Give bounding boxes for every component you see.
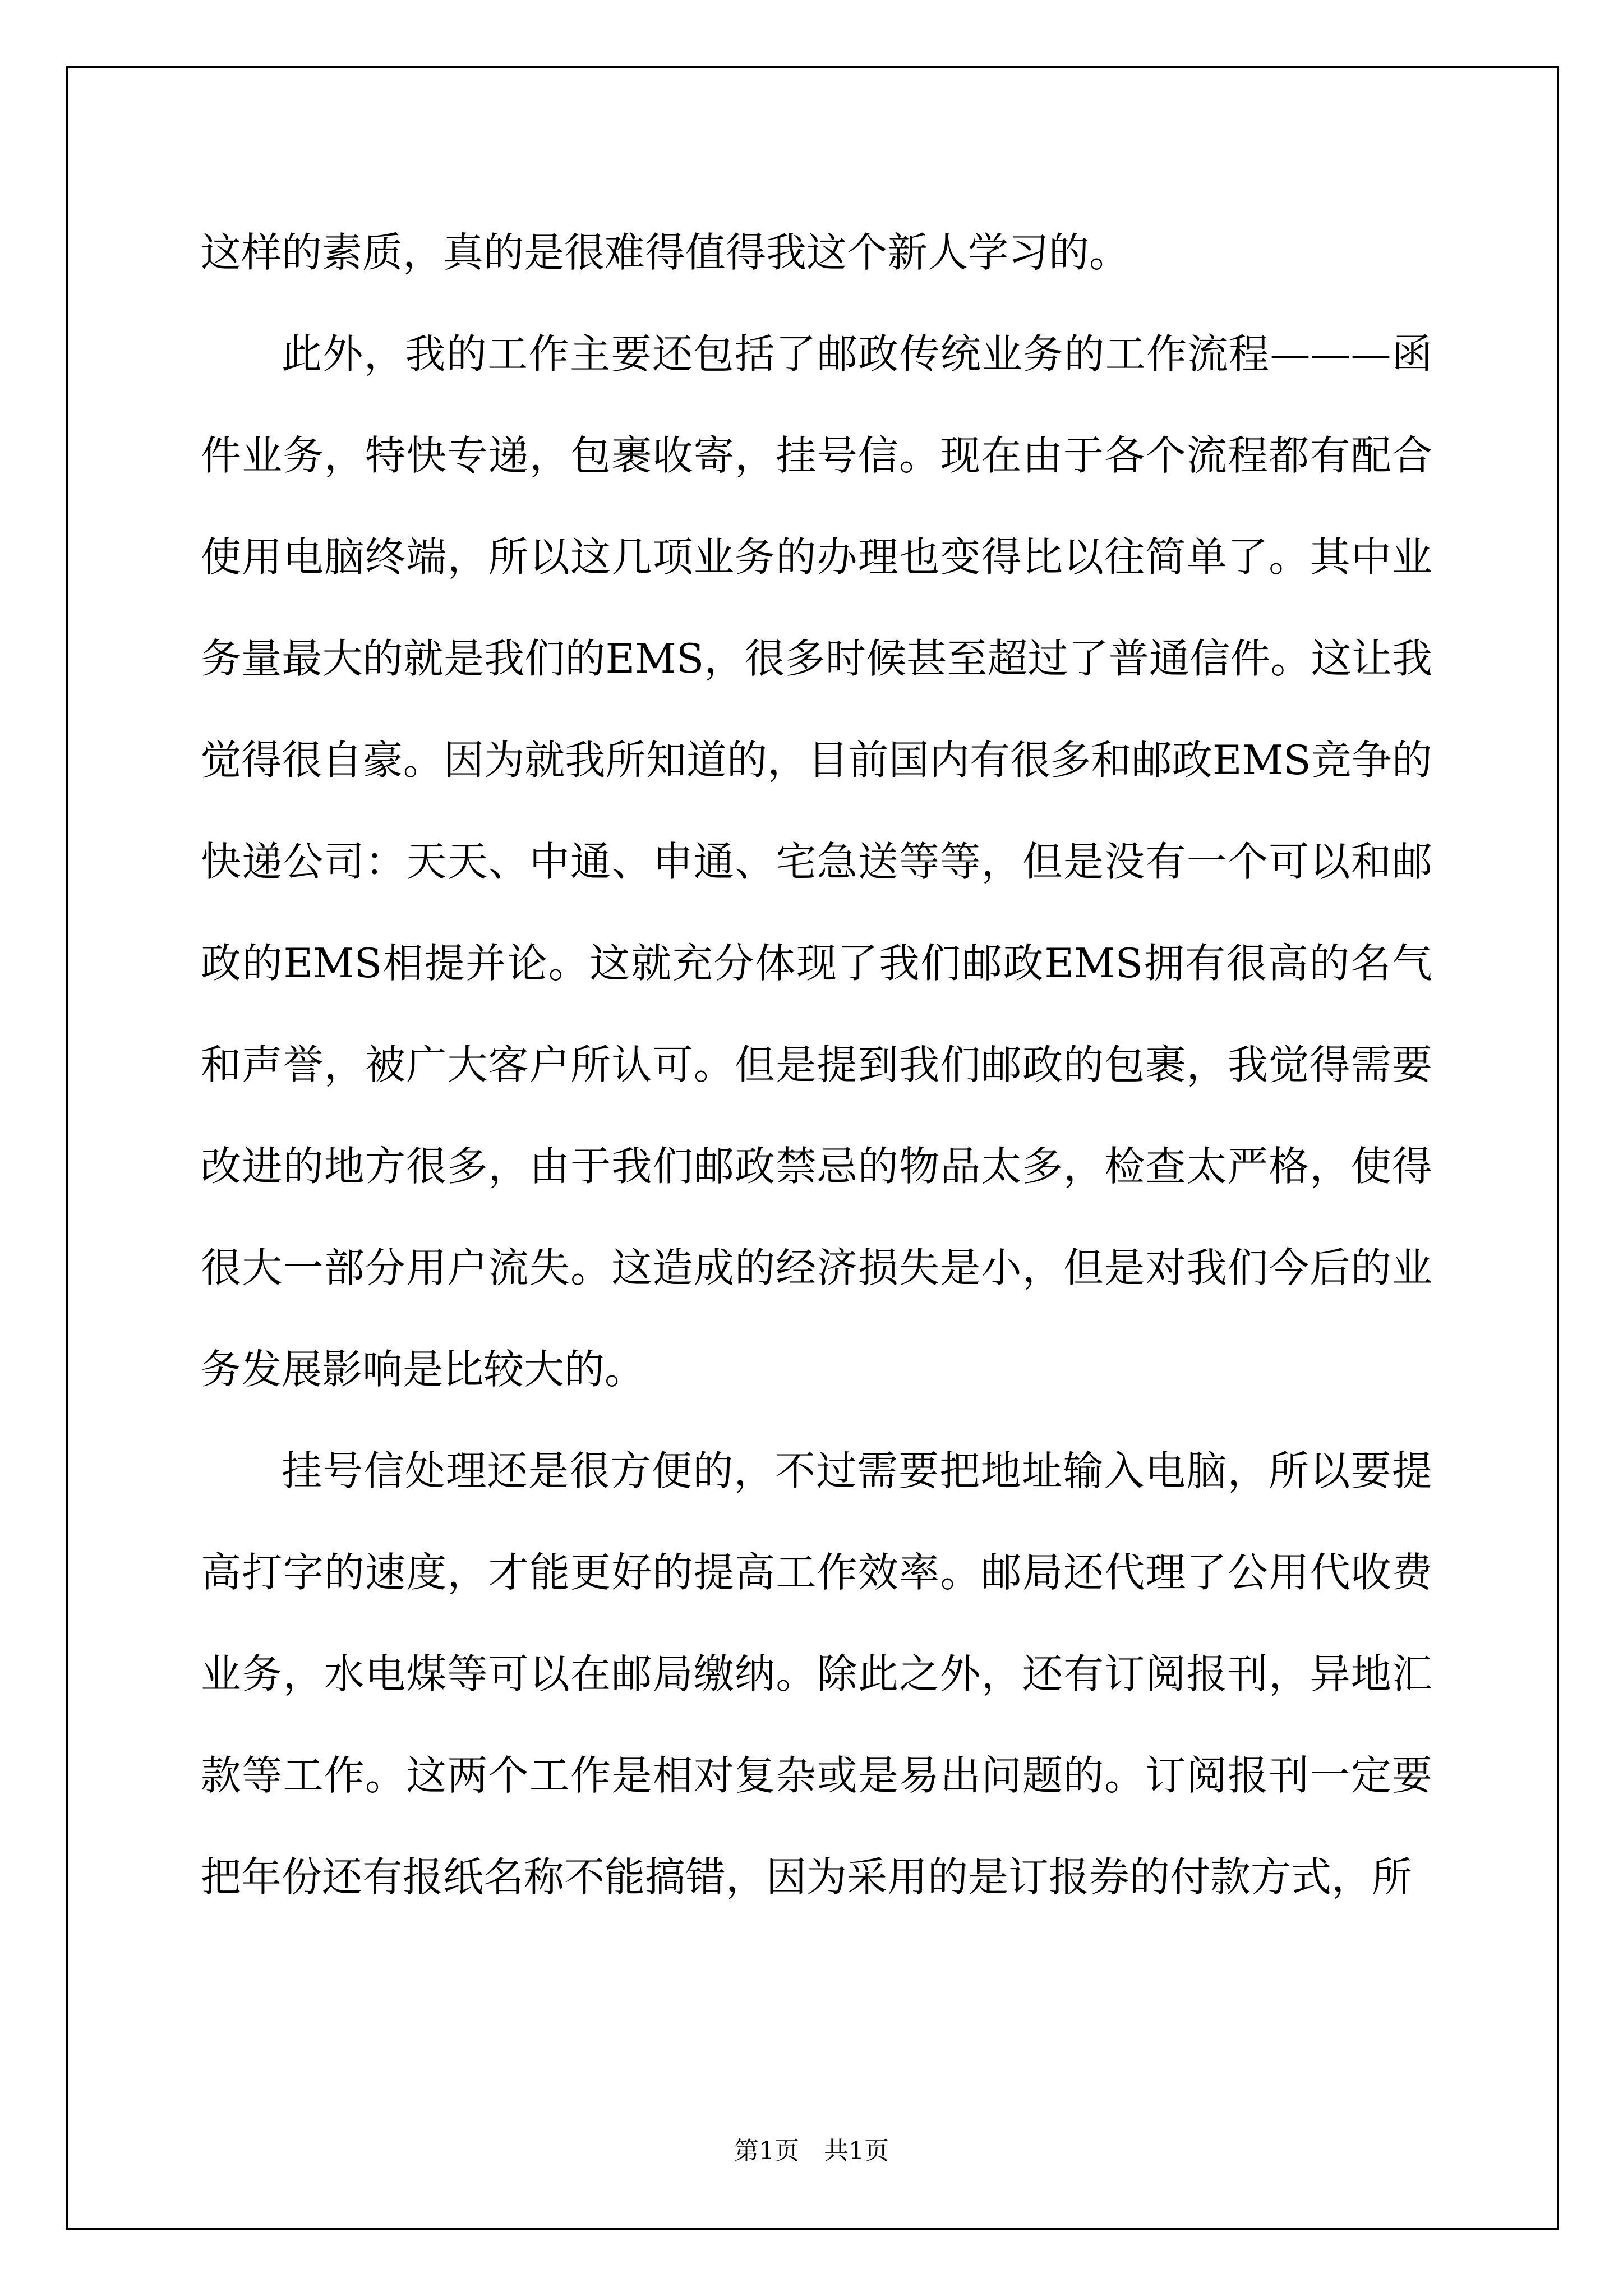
page-number: 第1页 xyxy=(734,2137,799,2165)
document-body xyxy=(201,202,1432,1928)
page-total: 共1页 xyxy=(824,2137,889,2165)
page-footer xyxy=(0,2134,1623,2168)
paragraph-2: 此外，我的工作主要还包括了邮政传统业务的工作流程———函件业务，特快专递，包裹收寄，挂号信。现在由于各个流程都有配合使用电脑终端，所以这几项业务的办理也变得比以往简单了。其中业务量最大的就是我们的EMS，很多时候甚至超过了普通信件。这让我觉得很自豪。因为就我所知道的，目前国内有很多和邮政EMS竞争的快递公司：天天、中通、申通、宅急送等等，但是没有一个可以和邮政的EMS相提并论。这就充分体现了我们邮政EMS拥有很高的名气和声誉，被广大客户所认可。但是提到我们邮政的包裹，我觉得需要改进的地方很多，由于我们邮政禁忌的物品太多，检查太严格，使得很大一部分用户流失。这造成的经济损失是小，但是对我们今后的业务发展影响是比较大的。 xyxy=(201,330,1432,1393)
paragraph-3: 挂号信处理还是很方便的，不过需要把地址输入电脑，所以要提高打字的速度，才能更好的提高工作效率。邮局还代理了公用代收费业务，水电煤等可以在邮局缴纳。除此之外，还有订阅报刊，异地汇款等工作。这两个工作是相对复杂或是易出问题的。订阅报刊一定要把年份还有报纸名称不能搞错，因为采用的是订报券的付款方式，所 xyxy=(201,1447,1432,1901)
paragraph-1: 这样的素质，真的是很难得值得我这个新人学习的。 xyxy=(201,229,1130,276)
